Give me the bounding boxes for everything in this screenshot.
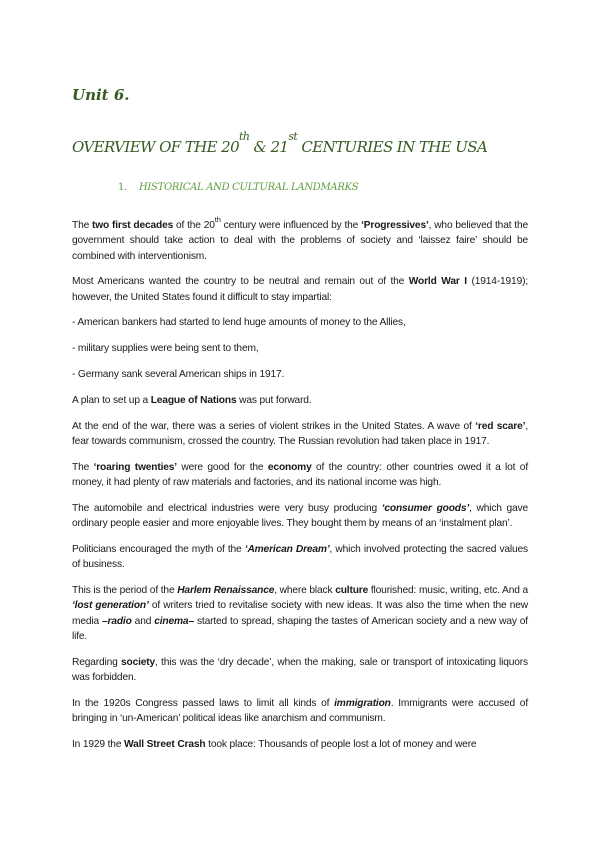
bold-italic-term: ‘consumer goods’ xyxy=(381,502,470,514)
text: , which gave ordinary people easier and more enjoyable lives. They bought them by means of an ‘instalment plan’. xyxy=(72,502,528,530)
text: , where black xyxy=(274,585,336,597)
main-title-part1: OVERVIEW OF THE 20 xyxy=(72,138,240,156)
bold-term: League of Nations xyxy=(150,394,237,406)
bold-term: society xyxy=(120,656,156,668)
text: At the end of the war, there was a series of violent strikes in the United States. A wave of xyxy=(72,420,476,432)
bold-term: ‘Progressives’ xyxy=(361,220,429,231)
text: Regarding xyxy=(72,656,121,668)
paragraph-wall-street xyxy=(72,737,528,752)
text: and xyxy=(131,615,155,627)
text: were good for the xyxy=(176,461,268,473)
text: , this was the ‘dry decade’, when the making, sale or transport of intoxicating liquors was forbidden. xyxy=(72,656,528,684)
paragraph-roaring-twenties xyxy=(72,460,528,491)
main-title-part3: CENTURIES IN THE USA xyxy=(297,138,488,156)
bold-term: culture xyxy=(335,585,369,597)
paragraph-league xyxy=(72,393,528,408)
text: , which involved protecting the sacred values of business. xyxy=(72,543,528,571)
paragraph-consumer-goods xyxy=(72,501,528,532)
section-heading xyxy=(118,182,358,193)
superscript: th xyxy=(214,215,221,224)
text: , who believed that the government should take action to deal with the problems of society and ‘laissez faire’ should be combined with interventionism. xyxy=(72,220,529,262)
paragraph-red-scare xyxy=(72,419,528,450)
bold-term: ‘roaring twenties’ xyxy=(93,461,177,473)
text: (1914-1919); however, the United States found it difficult to stay impartial: xyxy=(72,276,529,303)
text: Politicians encouraged the myth of the xyxy=(72,543,245,555)
text: was put forward. xyxy=(236,394,312,406)
text: This is the period of the xyxy=(72,585,178,597)
bold-term: World War I xyxy=(408,276,467,288)
paragraph-ww1 xyxy=(72,274,528,305)
main-title-sup2: st xyxy=(288,130,298,143)
paragraph-progressives xyxy=(72,215,529,264)
list-item-bankers: - American bankers had started to lend huge amounts of money to the Allies, xyxy=(72,317,406,329)
main-title xyxy=(72,130,488,156)
bold-italic-term: –radio xyxy=(102,615,132,627)
main-title-sup1: th xyxy=(239,130,250,143)
text: flourished: music, writing, etc. And a xyxy=(368,585,528,597)
text: In 1929 the xyxy=(72,738,125,750)
text: The xyxy=(72,220,93,231)
paragraph-harlem xyxy=(72,583,528,644)
text: of writers tried to revitalise society with new ideas. It was also the time when the new media xyxy=(72,600,528,627)
unit-title: Unit 6. xyxy=(72,86,130,104)
bold-term: economy xyxy=(267,461,312,473)
bold-italic-term: Harlem Renaissance xyxy=(177,585,275,597)
bold-italic-term: cinema– xyxy=(154,615,194,627)
bold-term: Wall Street Crash xyxy=(124,738,206,750)
list-item-supplies: - military supplies were being sent to them, xyxy=(72,343,259,355)
text: A plan to set up a xyxy=(72,394,151,406)
text: The automobile and electrical industries were very busy producing xyxy=(72,502,382,514)
bold-italic-term: immigration xyxy=(334,697,391,709)
main-title-part2: & 21 xyxy=(249,138,289,156)
text: The xyxy=(72,461,94,473)
text: took place: Thousands of people lost a lot of money and were xyxy=(205,738,477,750)
section-number: 1. xyxy=(118,182,127,193)
paragraph-immigration xyxy=(72,696,528,727)
text: of the country: other countries owed it a lot of money, it had plenty of raw materials and factories, and its national income was high. xyxy=(72,461,529,489)
paragraph-american-dream xyxy=(72,542,528,573)
text: . Immigrants were accused of bringing in ‘un-American’ political ideas like anarchism and communism. xyxy=(72,697,528,725)
list-item-ships: - Germany sank several American ships in 1917. xyxy=(72,369,285,381)
bold-italic-term: ‘lost generation’ xyxy=(72,600,149,612)
text: , fear towards communism, crossed the country. The Russian revolution had taken place in 1917. xyxy=(72,420,528,447)
text: started to spread, shaping the tastes of American society and a new way of life. xyxy=(72,615,528,642)
bold-italic-term: ‘American Dream’ xyxy=(244,543,330,555)
bold-term: two first decades xyxy=(92,220,174,231)
section-title: HISTORICAL AND CULTURAL LANDMARKS xyxy=(138,182,359,193)
text: century were influenced by the xyxy=(220,220,362,231)
text: Most Americans wanted the country to be neutral and remain out of the xyxy=(72,276,409,288)
paragraph-society xyxy=(72,655,528,686)
text: of the 20 xyxy=(173,220,215,231)
body-text xyxy=(72,215,529,763)
text: In the 1920s Congress passed laws to limit all kinds of xyxy=(72,697,335,709)
bold-term: ‘red scare’ xyxy=(475,420,526,432)
